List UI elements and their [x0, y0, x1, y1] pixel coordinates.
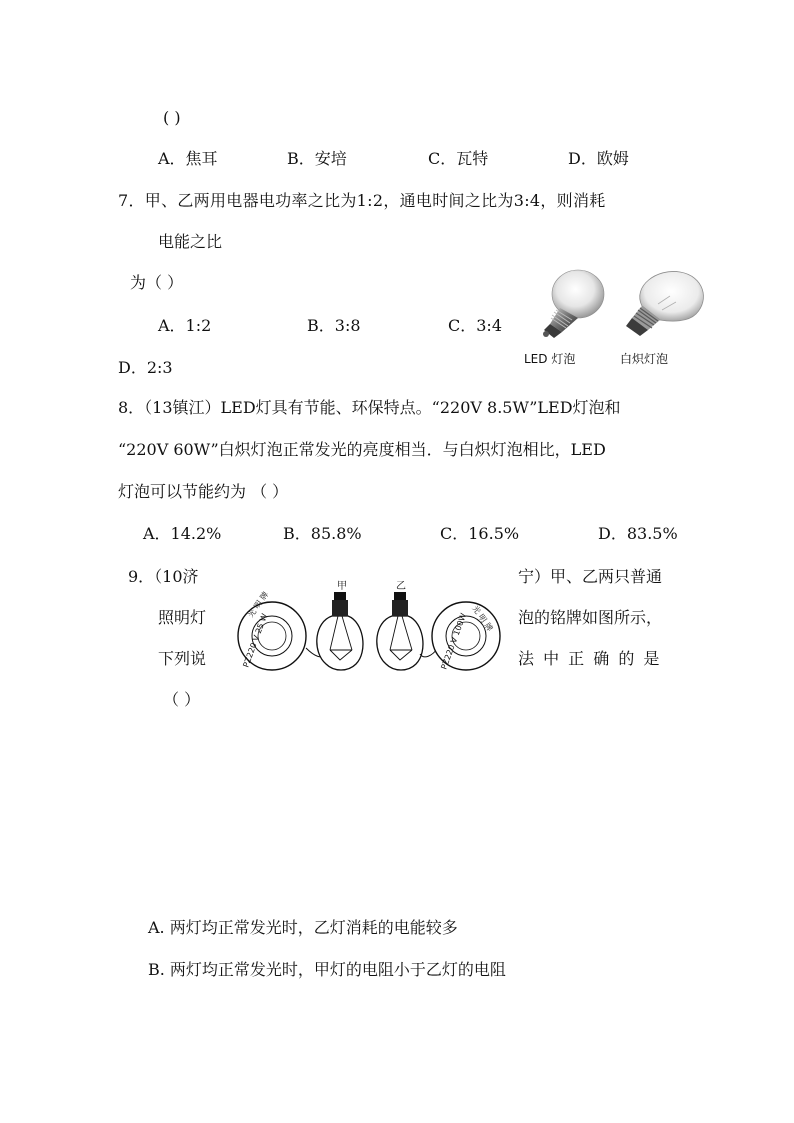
q7-option-d: D．2:3 [118, 358, 173, 377]
incandescent-bulb-label: 白炽灯泡 [620, 352, 669, 366]
q7-option-a: A．1:2 [158, 316, 212, 335]
q7-stem-line2: 电能之比 [158, 232, 223, 251]
q7-option-c: C．3:4 [448, 316, 502, 335]
q8-option-c: C．16.5% [440, 524, 520, 543]
q9-stem-right3: 法 中 正 确 的 是 [518, 649, 662, 668]
q8-option-a: A．14.2% [143, 524, 222, 543]
svg-text:光 明 牌: 光 明 牌 [470, 603, 495, 633]
svg-text:光 明 牌: 光 明 牌 [246, 590, 271, 620]
q6-option-a: A．焦耳 [158, 149, 218, 168]
q8-stem-line1: 8．（13镇江）LED灯具有节能、环保特点。“220V 8.5W”LED灯泡和 [118, 398, 621, 417]
led-bulb-image [532, 268, 612, 340]
q9-answer-paren: （ ） [163, 690, 201, 709]
q9-stem-right2: 泡的铭牌如图所示， [518, 608, 663, 627]
q8-option-b: B．85.8% [283, 524, 362, 543]
q9-stem-left3: 下列说 [158, 649, 207, 668]
q9-stem-left2: 照明灯 [158, 608, 207, 627]
led-bulb-label: LED 灯泡 [524, 352, 576, 366]
svg-text:PZ220 V 100W: PZ220 V 100W [439, 611, 469, 671]
nameplate-jia [238, 590, 306, 670]
q7-stem-line3: 为（ ） [130, 273, 184, 292]
q6-answer-paren: ( ) [163, 108, 181, 127]
q9-stem-right1: 宁）甲、乙两只普通 [518, 567, 663, 586]
label-jia: 甲 [337, 581, 347, 592]
q8-stem-line2: “220V 60W”白炽灯泡正常发光的亮度相当．与白炽灯泡相比，LED [118, 440, 606, 459]
bulb-yi [377, 592, 438, 670]
q6-option-d: D．欧姆 [568, 149, 629, 168]
nameplate-figure [234, 578, 504, 688]
bulb-jia [306, 592, 363, 670]
q8-stem-line3: 灯泡可以节能约为 （ ） [118, 482, 289, 501]
incandescent-bulb-image [612, 266, 712, 338]
q7-option-b: B．3:8 [307, 316, 361, 335]
q7-stem-line1: 7．甲、乙两用电器电功率之比为1:2，通电时间之比为3:4，则消耗 [118, 191, 606, 210]
label-yi: 乙 [396, 581, 406, 592]
q9-option-a: A. 两灯均正常发光时，乙灯消耗的电能较多 [148, 918, 458, 937]
nameplate-yi [432, 602, 500, 671]
q6-option-b: B．安培 [287, 149, 347, 168]
q6-option-c: C．瓦特 [428, 149, 489, 168]
svg-text:PZ220 V 25 W: PZ220 V 25 W [241, 612, 270, 669]
q9-option-b: B. 两灯均正常发光时，甲灯的电阻小于乙灯的电阻 [148, 960, 506, 979]
q8-option-d: D．83.5% [598, 524, 678, 543]
q9-stem-left1: 9．（10济 [128, 567, 199, 586]
